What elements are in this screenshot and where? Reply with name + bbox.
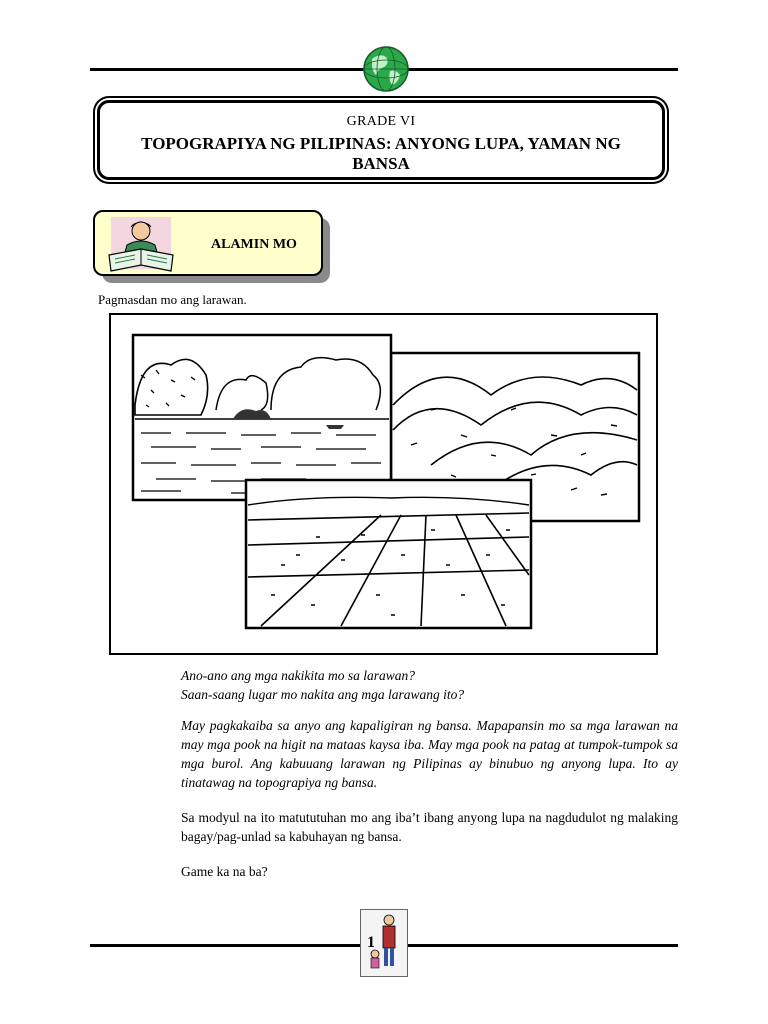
landscape-illustration <box>109 313 658 655</box>
paragraph-2: Sa modyul na ito matututuhan mo ang iba’t ibang anyong lupa na nagdudulot ng malaking bagay/pag-unlad sa kabuhayan ng bansa. <box>181 810 678 844</box>
reading-person-icon <box>105 215 177 273</box>
grade-level: GRADE VI <box>346 114 416 129</box>
question-1: Ano-ano ang mga nakikita mo sa larawan? <box>181 668 415 683</box>
title-box <box>97 100 665 180</box>
globe-icon <box>362 45 410 93</box>
closing-text: Game ka na ba? <box>181 864 268 879</box>
paragraph-1: May pagkakaiba sa anyo ang kapaligiran ng bansa. Mapapansin mo sa mga larawan na may mga pook na higit na mataas kaysa iba. May mga pook na patag at tumpok-tumpok sa mga burol. Ang kabuuang larawan ng Pilipinas ay binubuo ng anyong lupa. Ito ay tinatawag na topograpiya ng bansa. <box>181 718 678 790</box>
section-label: ALAMIN MO <box>211 237 297 252</box>
sea-panel <box>133 335 391 500</box>
page-number: 1 <box>367 934 375 951</box>
questions <box>181 666 678 704</box>
landscape-drawing <box>111 315 656 653</box>
question-2: Saan-saang lugar mo nakita ang mga larawang ito? <box>181 687 465 702</box>
page-number-box <box>360 909 408 977</box>
intro-text: Pagmasdan mo ang larawan. <box>98 292 247 307</box>
fields-panel <box>246 480 531 628</box>
section-tab <box>93 210 323 276</box>
page-title: TOPOGRAPIYA NG PILIPINAS: ANYONG LUPA, YAMAN NG BANSA <box>141 134 621 173</box>
